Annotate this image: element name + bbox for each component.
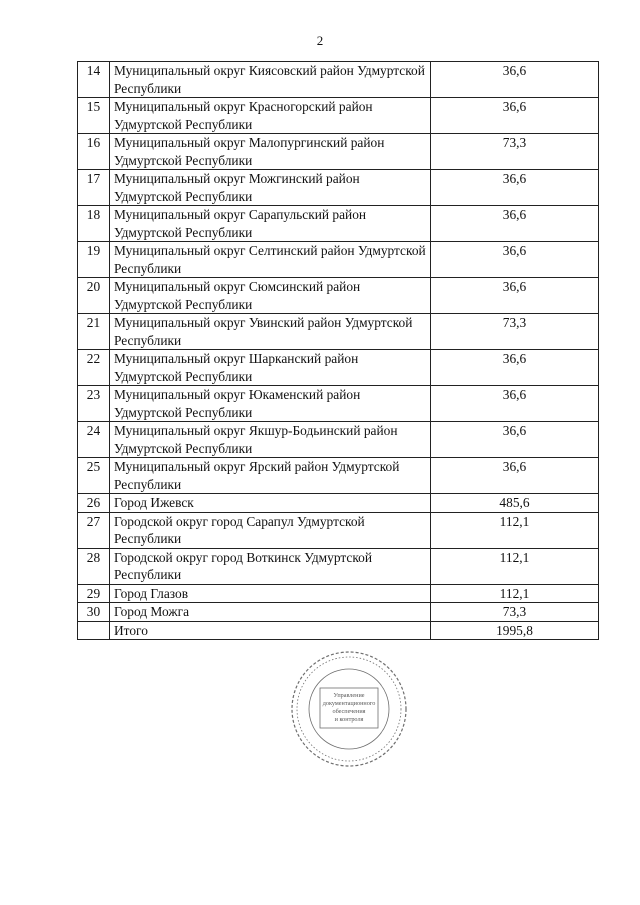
- row-municipality: Муниципальный округ Юкаменский район Удмуртской Республики: [110, 386, 431, 422]
- row-value: 112,1: [431, 548, 599, 584]
- table-row: [78, 350, 599, 386]
- row-value: 36,6: [431, 170, 599, 206]
- row-value: 36,6: [431, 422, 599, 458]
- row-municipality: Городской округ город Сарапул Удмуртской Республики: [110, 512, 431, 548]
- row-municipality: Муниципальный округ Малопургинский район Удмуртской Республики: [110, 134, 431, 170]
- row-value: 36,6: [431, 62, 599, 98]
- row-value: 36,6: [431, 98, 599, 134]
- row-number: 20: [78, 278, 110, 314]
- row-value: 36,6: [431, 458, 599, 494]
- row-municipality: Муниципальный округ Сюмсинский район Удмуртской Республики: [110, 278, 431, 314]
- office-stamp: [290, 650, 408, 768]
- row-value: 73,3: [431, 314, 599, 350]
- row-number: 28: [78, 548, 110, 584]
- row-value: 485,6: [431, 494, 599, 513]
- row-municipality: Муниципальный округ Киясовский район Удмуртской Республики: [110, 62, 431, 98]
- total-row: [78, 621, 599, 640]
- table-row: [78, 278, 599, 314]
- row-value: 112,1: [431, 512, 599, 548]
- row-number: 21: [78, 314, 110, 350]
- allocation-table: [77, 61, 599, 640]
- row-value: 36,6: [431, 386, 599, 422]
- stamp-line: Управление: [333, 692, 365, 699]
- table-row: [78, 386, 599, 422]
- row-municipality: Муниципальный округ Сарапульский район Удмуртской Республики: [110, 206, 431, 242]
- row-municipality: Муниципальный округ Селтинский район Удмуртской Республики: [110, 242, 431, 278]
- row-number: 17: [78, 170, 110, 206]
- row-municipality: Муниципальный округ Можгинский район Удмуртской Республики: [110, 170, 431, 206]
- row-municipality: Муниципальный округ Ярский район Удмуртской Республики: [110, 458, 431, 494]
- row-number: 14: [78, 62, 110, 98]
- row-value: 73,3: [431, 134, 599, 170]
- row-municipality: Муниципальный округ Красногорский район Удмуртской Республики: [110, 98, 431, 134]
- row-number: 26: [78, 494, 110, 513]
- row-municipality: Муниципальный округ Увинский район Удмуртской Республики: [110, 314, 431, 350]
- page-number: 2: [316, 33, 324, 48]
- stamp-line: документационного: [322, 700, 376, 707]
- table-row: [78, 206, 599, 242]
- row-number: 24: [78, 422, 110, 458]
- table-row: [78, 584, 599, 603]
- table-row: [78, 422, 599, 458]
- row-number: 16: [78, 134, 110, 170]
- row-municipality: Город Глазов: [110, 584, 431, 603]
- row-value: 36,6: [431, 278, 599, 314]
- table-row: [78, 458, 599, 494]
- row-number: 29: [78, 584, 110, 603]
- row-number: 19: [78, 242, 110, 278]
- table-row: [78, 314, 599, 350]
- row-value: 36,6: [431, 242, 599, 278]
- table-row: [78, 62, 599, 98]
- table-row: [78, 494, 599, 513]
- row-number: 27: [78, 512, 110, 548]
- row-municipality: Муниципальный округ Якшур-Бодьинский район Удмуртской Республики: [110, 422, 431, 458]
- total-label: Итого: [110, 621, 431, 640]
- row-number: 30: [78, 603, 110, 622]
- row-number: 22: [78, 350, 110, 386]
- total-number: [78, 621, 110, 640]
- table-body: [78, 62, 599, 640]
- row-value: 36,6: [431, 350, 599, 386]
- row-value: 36,6: [431, 206, 599, 242]
- stamp-line: и контроля: [334, 716, 364, 723]
- table-row: [78, 548, 599, 584]
- row-number: 23: [78, 386, 110, 422]
- stamp-line: обеспечения: [332, 708, 366, 715]
- row-municipality: Город Ижевск: [110, 494, 431, 513]
- row-municipality: Городской округ город Воткинск Удмуртской Республики: [110, 548, 431, 584]
- total-value: 1995,8: [431, 621, 599, 640]
- table-row: [78, 170, 599, 206]
- row-number: 18: [78, 206, 110, 242]
- table-row: [78, 603, 599, 622]
- row-number: 25: [78, 458, 110, 494]
- row-value: 112,1: [431, 584, 599, 603]
- row-number: 15: [78, 98, 110, 134]
- table-row: [78, 134, 599, 170]
- row-municipality: Город Можга: [110, 603, 431, 622]
- table-row: [78, 98, 599, 134]
- table-row: [78, 512, 599, 548]
- table-row: [78, 242, 599, 278]
- row-value: 73,3: [431, 603, 599, 622]
- row-municipality: Муниципальный округ Шарканский район Удмуртской Республики: [110, 350, 431, 386]
